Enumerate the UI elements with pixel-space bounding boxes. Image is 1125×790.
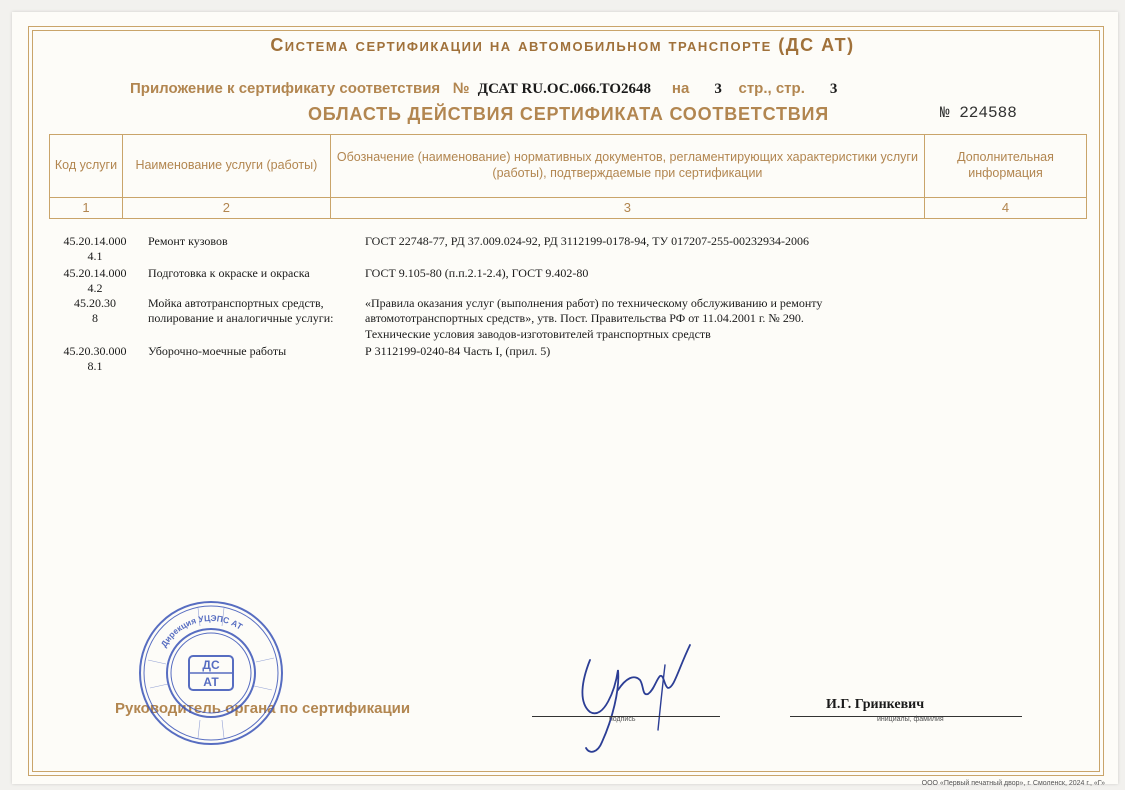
service-name <box>148 296 363 327</box>
docs-line: ГОСТ 22748-77, РД 37.009.024-92, РД 3112199-0178-94, ТУ 017207-255-00232934-2006 <box>365 234 810 248</box>
docs-line: автомототранспортных средств», утв. Пост. Правительства РФ от 11.04.2001 г. № 290. <box>365 311 804 326</box>
code-sub: 8.1 <box>87 359 103 374</box>
docs-line: Р 3112199-0240-84 Часть I, (прил. 5) <box>365 344 551 358</box>
code-main: 45.20.30.000 <box>63 344 127 358</box>
service-docs <box>365 296 1085 342</box>
printer-info: ООО «Первый печатный двор», г. Смоленск, 2024 г., «Г» <box>921 780 1105 787</box>
signature-caption: подпись <box>609 716 636 723</box>
service-name <box>148 344 363 359</box>
header-normative-docs: Обозначение (наименование) нормативных документов, регламентирующих характеристики услуги (работы), подтверждаемые при сертификации <box>330 135 924 198</box>
service-row <box>50 266 1090 296</box>
code-sub: 4.1 <box>87 249 103 264</box>
code-sub: 8 <box>92 311 98 326</box>
head-of-certification-label: Руководитель органа по сертификации <box>115 700 411 717</box>
service-row <box>50 296 1090 344</box>
number-sign: № <box>452 80 470 97</box>
column-number: 2 <box>122 198 330 219</box>
service-name <box>148 266 363 281</box>
form-number: № 224588 <box>940 104 1017 122</box>
official-stamp <box>138 600 284 746</box>
current-page: 3 <box>829 81 838 97</box>
docs-line: «Правила оказания услуг (выполнения работ) по техническому обслуживанию и ремонту <box>365 296 823 310</box>
column-number: 1 <box>50 198 123 219</box>
handwritten-signature <box>560 630 710 760</box>
service-name-line: Мойка автотранспортных средств, <box>148 296 324 310</box>
service-docs <box>365 234 1085 249</box>
code-sub: 4.2 <box>87 281 103 296</box>
on-label: на <box>671 80 690 97</box>
code-main: 45.20.14.000 <box>63 234 127 248</box>
pages-label: стр., стр. <box>738 80 805 97</box>
signer-name: И.Г. Гринкевич <box>826 697 925 712</box>
service-row <box>50 344 1090 376</box>
stamp-center-top: ДС <box>202 658 220 672</box>
signer-caption: инициалы, фамилия <box>877 716 944 723</box>
service-docs <box>365 266 1085 281</box>
total-pages: 3 <box>714 81 722 97</box>
header-service-name: Наименование услуги (работы) <box>122 135 330 198</box>
service-code <box>50 234 140 265</box>
services-table-header <box>49 134 1087 219</box>
service-code <box>50 266 140 297</box>
scope-title: ОБЛАСТЬ ДЕЙСТВИЯ СЕРТИФИКАТА СООТВЕТСТВИЯ <box>307 104 830 124</box>
service-code <box>50 344 140 375</box>
services-list <box>50 234 1090 376</box>
code-main: 45.20.30 <box>74 296 116 310</box>
service-row <box>50 234 1090 266</box>
service-name-line: Уборочно-моечные работы <box>148 344 287 358</box>
service-name-line: полирование и аналогичные услуги: <box>148 311 334 326</box>
stamp-center-bottom: АТ <box>203 675 219 689</box>
column-number: 4 <box>925 198 1087 219</box>
header-code: Код услуги <box>50 135 123 198</box>
docs-line: ГОСТ 9.105-80 (п.п.2.1-2.4), ГОСТ 9.402-80 <box>365 266 589 280</box>
appendix-line <box>130 80 837 98</box>
certificate-ref: ДСАТ RU.ОС.066.ТО2648 <box>477 81 652 97</box>
service-name <box>148 234 363 249</box>
service-name-line: Подготовка к окраске и окраска <box>148 266 310 280</box>
service-name-line: Ремонт кузовов <box>148 234 228 248</box>
docs-line: Технические условия заводов-изготовителей транспортных средств <box>365 326 711 341</box>
code-main: 45.20.14.000 <box>63 266 127 280</box>
header-additional-info: Дополнительная информация <box>925 135 1087 198</box>
column-number: 3 <box>330 198 924 219</box>
stamp-ring-text: Дирекция УЦЭПС АТ <box>158 612 245 649</box>
system-title: Система сертификации на автомобильном транспорте (ДС АТ) <box>270 35 855 55</box>
service-docs <box>365 344 1085 359</box>
appendix-label: Приложение к сертификату соответствия <box>130 80 441 97</box>
service-code <box>50 296 140 327</box>
